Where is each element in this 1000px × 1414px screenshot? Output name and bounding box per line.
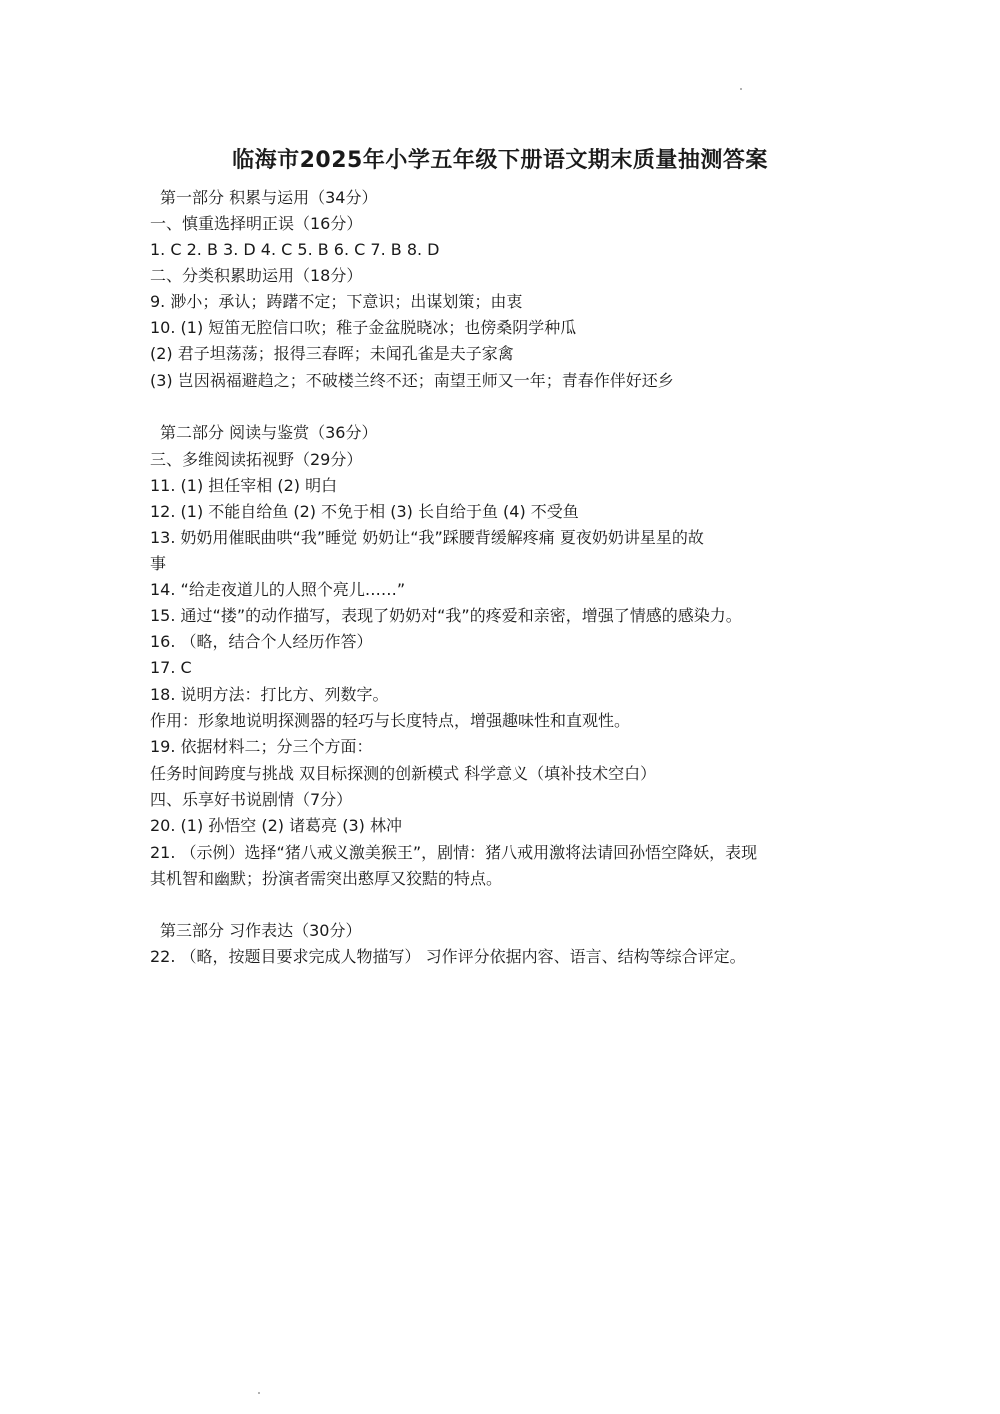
answer-line-11: 11. (1) 担任宰相 (2) 明白 bbox=[150, 476, 338, 495]
answer-line-14: 14. “给走夜道儿的人照个亮儿……” bbox=[150, 580, 406, 599]
answer-line-13: 13. 奶奶用催眠曲哄“我”睡觉 奶奶让“我”踩腰背缓解疼痛 夏夜奶奶讲星星的故 bbox=[150, 528, 704, 547]
answer-line-21: 21. （示例）选择“猪八戒义激美猴王”，剧情：猪八戒用激将法请回孙悟空降妖，表现 bbox=[150, 843, 758, 862]
part-two-heading: 第二部分 阅读与鉴赏（36分） bbox=[160, 423, 378, 442]
answer-line-13-cont: 事 bbox=[150, 554, 167, 573]
answer-line-20: 20. (1) 孙悟空 (2) 诸葛亮 (3) 林冲 bbox=[150, 816, 402, 835]
answer-line-18: 18. 说明方法：打比方、列数字。 bbox=[150, 685, 389, 704]
part-one-heading: 第一部分 积累与运用（34分） bbox=[160, 188, 378, 207]
answer-line-22: 22. （略，按题目要求完成人物描写） 习作评分依据内容、语言、结构等综合评定。 bbox=[150, 947, 746, 966]
answer-line-21-cont: 其机智和幽默；扮演者需突出憨厚又狡黠的特点。 bbox=[150, 869, 503, 888]
section-one-heading: 一、慎重选择明正误（16分） bbox=[150, 214, 363, 233]
answer-line-10: 10. (1) 短笛无腔信口吹；稚子金盆脱晓冰；也傍桑阴学种瓜 bbox=[150, 318, 577, 337]
section-four-heading: 四、乐享好书说剧情（7分） bbox=[150, 790, 353, 809]
part-three-heading: 第三部分 习作表达（30分） bbox=[160, 921, 362, 940]
answer-line-9: 9. 渺小；承认；踌躇不定；下意识；出谋划策；由衷 bbox=[150, 292, 523, 311]
answer-line-12: 12. (1) 不能自给鱼 (2) 不免于相 (3) 长自给于鱼 (4) 不受鱼 bbox=[150, 502, 579, 521]
answer-line-18-effect: 作用：形象地说明探测器的轻巧与长度特点，增强趣味性和直观性。 bbox=[150, 711, 631, 730]
answer-line-16: 16. （略，结合个人经历作答） bbox=[150, 632, 373, 651]
page-title: 临海市2025年小学五年级下册语文期末质量抽测答案 bbox=[232, 148, 768, 173]
answer-line-10-3: (3) 岂因祸福避趋之；不破楼兰终不还；南望王师又一年；青春作伴好还乡 bbox=[150, 371, 674, 390]
answer-line-17: 17. C bbox=[150, 658, 192, 677]
answer-line-10-2: (2) 君子坦荡荡；报得三春晖；未闻孔雀是夫子家禽 bbox=[150, 344, 514, 363]
answer-line-1-8: 1. C 2. B 3. D 4. C 5. B 6. C 7. B 8. D bbox=[150, 240, 440, 259]
answer-line-19-aspects: 任务时间跨度与挑战 双目标探测的创新模式 科学意义（填补技术空白） bbox=[150, 764, 657, 783]
section-three-heading: 三、多维阅读拓视野（29分） bbox=[150, 450, 363, 469]
section-two-heading: 二、分类积累助运用（18分） bbox=[150, 266, 363, 285]
answer-line-15: 15. 通过“搂”的动作描写，表现了奶奶对“我”的疼爱和亲密，增强了情感的感染力。 bbox=[150, 606, 742, 625]
scan-speck bbox=[258, 1392, 260, 1394]
scan-speck bbox=[740, 88, 742, 90]
answer-line-19: 19. 依据材料二；分三个方面： bbox=[150, 737, 373, 756]
